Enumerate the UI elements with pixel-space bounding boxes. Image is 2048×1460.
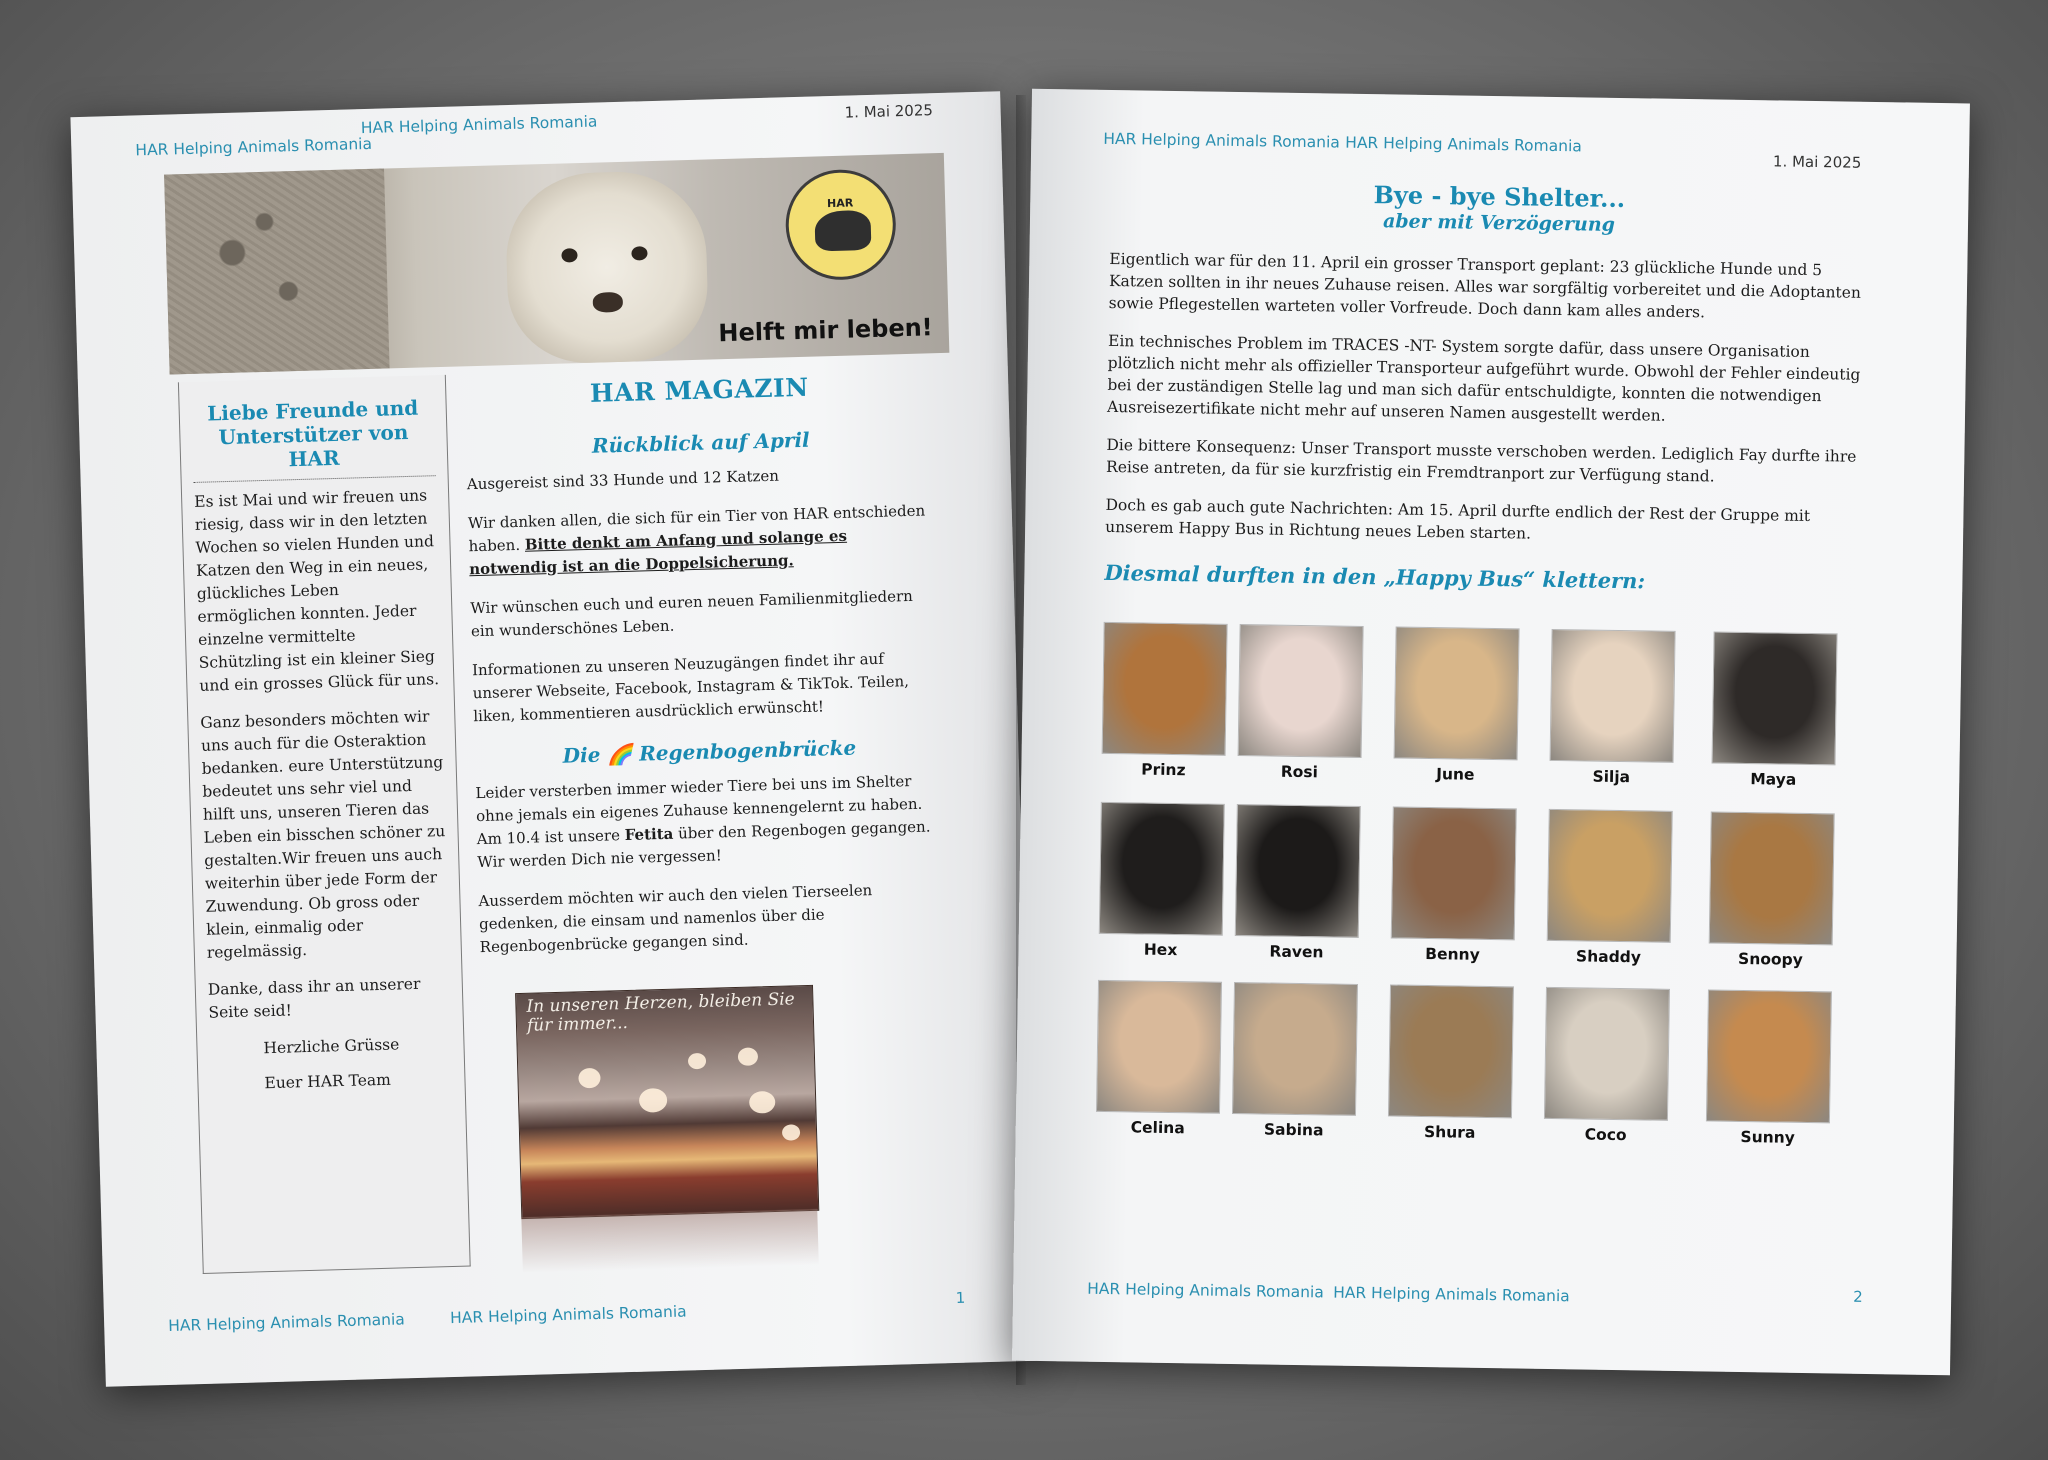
header-org-name: HAR Helping Animals Romania — [135, 134, 373, 160]
dog-photo — [1232, 982, 1358, 1116]
section-title-review: Rückblick auf April — [591, 427, 810, 458]
dog-photo — [1102, 622, 1228, 756]
editorial-sidebar — [178, 375, 471, 1274]
happy-bus-heading: Diesmal durften in den „Happy Bus“ klettern: — [1104, 559, 1646, 594]
article-subtitle: aber mit Verzögerung — [1382, 210, 1616, 236]
article-title: Bye - bye Shelter... — [1373, 180, 1626, 214]
dog-photo — [1544, 987, 1670, 1121]
header-org-name-secondary: HAR Helping Animals Romania — [360, 112, 598, 138]
sidebar-greeting: Herzliche Grüsse — [263, 1035, 400, 1058]
issue-date: 1. Mai 2025 — [844, 101, 934, 122]
dog-name: Shaddy — [1575, 947, 1642, 967]
sidebar-paragraph: Danke, dass ihr an unserer Seite seid! — [207, 974, 421, 1022]
dog-card — [1546, 809, 1683, 973]
article-paragraph: Leider versterben immer wieder Tiere bei uns im Shelter ohne jemals ein eigenes Zuhause kennengelernt zu haben. Am 10.4 ist unsere Fetita über den Regenbogen gegangen. Wir werden Dich nie vergessen! — [475, 772, 931, 872]
dog-photo — [1709, 811, 1835, 945]
dog-name: Silja — [1592, 767, 1631, 787]
sidebar-paragraph: Es ist Mai und wir freuen uns riesig, dass wir in den letzten Wochen so vielen Hunden und Katzen den Weg in ein neues, glückliches Leben ermöglichen konnten. Jeder einzelne vermittelte Schützling ist ein kleiner Sieg und ein grosses Glück für uns. — [193, 486, 440, 695]
dog-card — [1393, 626, 1530, 790]
article-paragraph: Ausgereist sind 33 Hunde und 12 Katzen — [466, 466, 780, 494]
dog-name: Raven — [1269, 942, 1324, 962]
dog-photo — [1235, 804, 1361, 938]
dog-card — [1098, 802, 1235, 966]
dog-card — [1237, 624, 1374, 788]
memorial-image — [515, 985, 819, 1219]
dog-photo — [1099, 802, 1225, 936]
dog-name: Sabina — [1263, 1120, 1324, 1140]
article-paragraph: Informationen zu unseren Neuzugängen findet ihr auf unserer Webseite, Facebook, Instagram & TikTok. Teilen, liken, kommentieren ausdrücklich erwünscht! — [471, 649, 910, 726]
banner-slogan: Helft mir leben! — [718, 313, 934, 348]
dog-card — [1543, 987, 1680, 1151]
footer-org-name-secondary: HAR Helping Animals Romania — [1333, 1283, 1570, 1306]
dog-name: Hex — [1143, 940, 1178, 960]
dog-card — [1096, 980, 1233, 1144]
footer-org-name-secondary: HAR Helping Animals Romania — [449, 1302, 687, 1328]
article-paragraph: Ausserdem möchten wir auch den vielen Tierseelen gedenken, die einsam und namenlos über die Regenbogenbrücke gegangen sind. — [478, 881, 873, 957]
dog-photo — [1096, 980, 1222, 1114]
memorial-image-caption: In unseren Herzen, bleiben Sie für immer... — [526, 989, 795, 1036]
dog-name: Prinz — [1141, 760, 1186, 780]
dog-name: Celina — [1130, 1118, 1185, 1138]
header-banner-image — [164, 153, 949, 375]
dog-card — [1708, 811, 1845, 975]
dog-name: June — [1436, 765, 1475, 784]
dog-name: Coco — [1584, 1125, 1627, 1145]
dog-name: Maya — [1750, 770, 1797, 789]
dog-name: Sunny — [1740, 1127, 1795, 1147]
dog-name: Shura — [1423, 1122, 1476, 1142]
dog-card — [1101, 622, 1238, 786]
pet-name: Fetita — [624, 824, 674, 845]
left-page — [70, 91, 1035, 1386]
dog-card — [1390, 806, 1527, 970]
safety-notice: Bitte denkt am Anfang und solange es notwendig ist an die Doppelsicherung. — [468, 526, 848, 579]
article-paragraph: Doch es gab auch gute Nachrichten: Am 15. April durfte endlich der Rest der Gruppe mit unserem Happy Bus in Richtung neues Leben starten. — [1105, 495, 1811, 543]
dog-card — [1549, 629, 1686, 793]
section-title-rainbow-bridge: Die 🌈 Regenbogenbrücke — [562, 735, 857, 768]
article-paragraph: Wir danken allen, die sich für ein Tier von HAR entschieden haben. Bitte denkt am Anfang und solange es notwendig ist an die Doppelsicherung. — [467, 501, 926, 579]
magazine-title: HAR MAGAZIN — [589, 372, 809, 408]
dog-card — [1234, 804, 1371, 968]
dog-photo — [1238, 624, 1364, 758]
page-number: 1 — [955, 1288, 966, 1307]
har-logo: HAR — [784, 168, 897, 281]
sidebar-paragraph: Ganz besonders möchten wir uns auch für die Osteraktion bedanken. eure Unterstützung bedeutet uns sehr viel und hilft uns, unseren Tieren das Leben ein bisschen schöner zu gestalten.Wir freuen uns auch weiterhin über jede Form der Zuwendung. Ob gross oder klein, einmalig oder regelmässig. — [200, 707, 446, 962]
dog-photo — [1706, 989, 1832, 1123]
article-body — [1105, 248, 1870, 566]
dog-card — [1705, 989, 1842, 1153]
article-paragraph: Die bittere Konsequenz: Unser Transport musste verschoben werden. Lediglich Fay durfte ihre Reise antreten, da für sie kurzfristig ein Fremdtranport zur Verfügung stand. — [1105, 435, 1857, 486]
dog-photo — [1394, 626, 1520, 760]
dog-card — [1711, 631, 1848, 795]
dog-name: Benny — [1425, 944, 1480, 964]
dog-name: Snoopy — [1737, 949, 1803, 969]
paw-print-photo — [164, 168, 389, 374]
issue-date: 1. Mai 2025 — [1772, 152, 1862, 172]
right-page — [1012, 89, 1970, 1376]
dog-photo — [1388, 984, 1514, 1118]
article-paragraph: Eigentlich war für den 11. April ein grosser Transport geplant: 23 glückliche Hunde und 5 Katzen sollten in ihr neues Zuhause reisen. Alles war sorgfältig vorbereitet und die Adoptanten sowie Pflegestellen warteten voller Vorfreude. Doch dann kam alles anders. — [1108, 249, 1862, 322]
dog-photo — [1550, 629, 1676, 763]
dog-photo — [1547, 809, 1673, 943]
header-org-name-secondary: HAR Helping Animals Romania — [1345, 133, 1582, 156]
page-number: 2 — [1853, 1287, 1863, 1306]
sidebar-title: Liebe Freunde und Unterstützer von HAR — [191, 395, 435, 483]
footer-org-name: HAR Helping Animals Romania — [1087, 1279, 1324, 1302]
header-org-name: HAR Helping Animals Romania — [1103, 129, 1341, 152]
image-reflection — [521, 1209, 818, 1273]
dog-photo — [1712, 631, 1838, 765]
footer-org-name: HAR Helping Animals Romania — [167, 1310, 406, 1335]
puppy-photo — [504, 170, 709, 366]
dog-card — [1231, 982, 1368, 1146]
dog-name: Rosi — [1280, 762, 1319, 782]
sidebar-signoff: Euer HAR Team — [264, 1070, 392, 1093]
dog-photo — [1391, 806, 1517, 940]
article-paragraph: Wir wünschen euch und euren neuen Familienmitgliedern ein wunderschönes Leben. — [470, 586, 914, 641]
main-column — [464, 361, 951, 975]
dog-card — [1387, 984, 1524, 1148]
article-paragraph: Ein technisches Problem im TRACES -NT- System sorgte dafür, dass unsere Organisation plötzlich nicht mehr als offizieller Transporteur aufgeführt wurde. Obwohl der Fehler eindeutig bei der zuständigen Stelle lag und man sich dafür entschuldigte, konnten die notwendigen Ausreisezertifikate nicht mehr auf unseren Namen ausgestellt werden. — [1106, 331, 1861, 425]
